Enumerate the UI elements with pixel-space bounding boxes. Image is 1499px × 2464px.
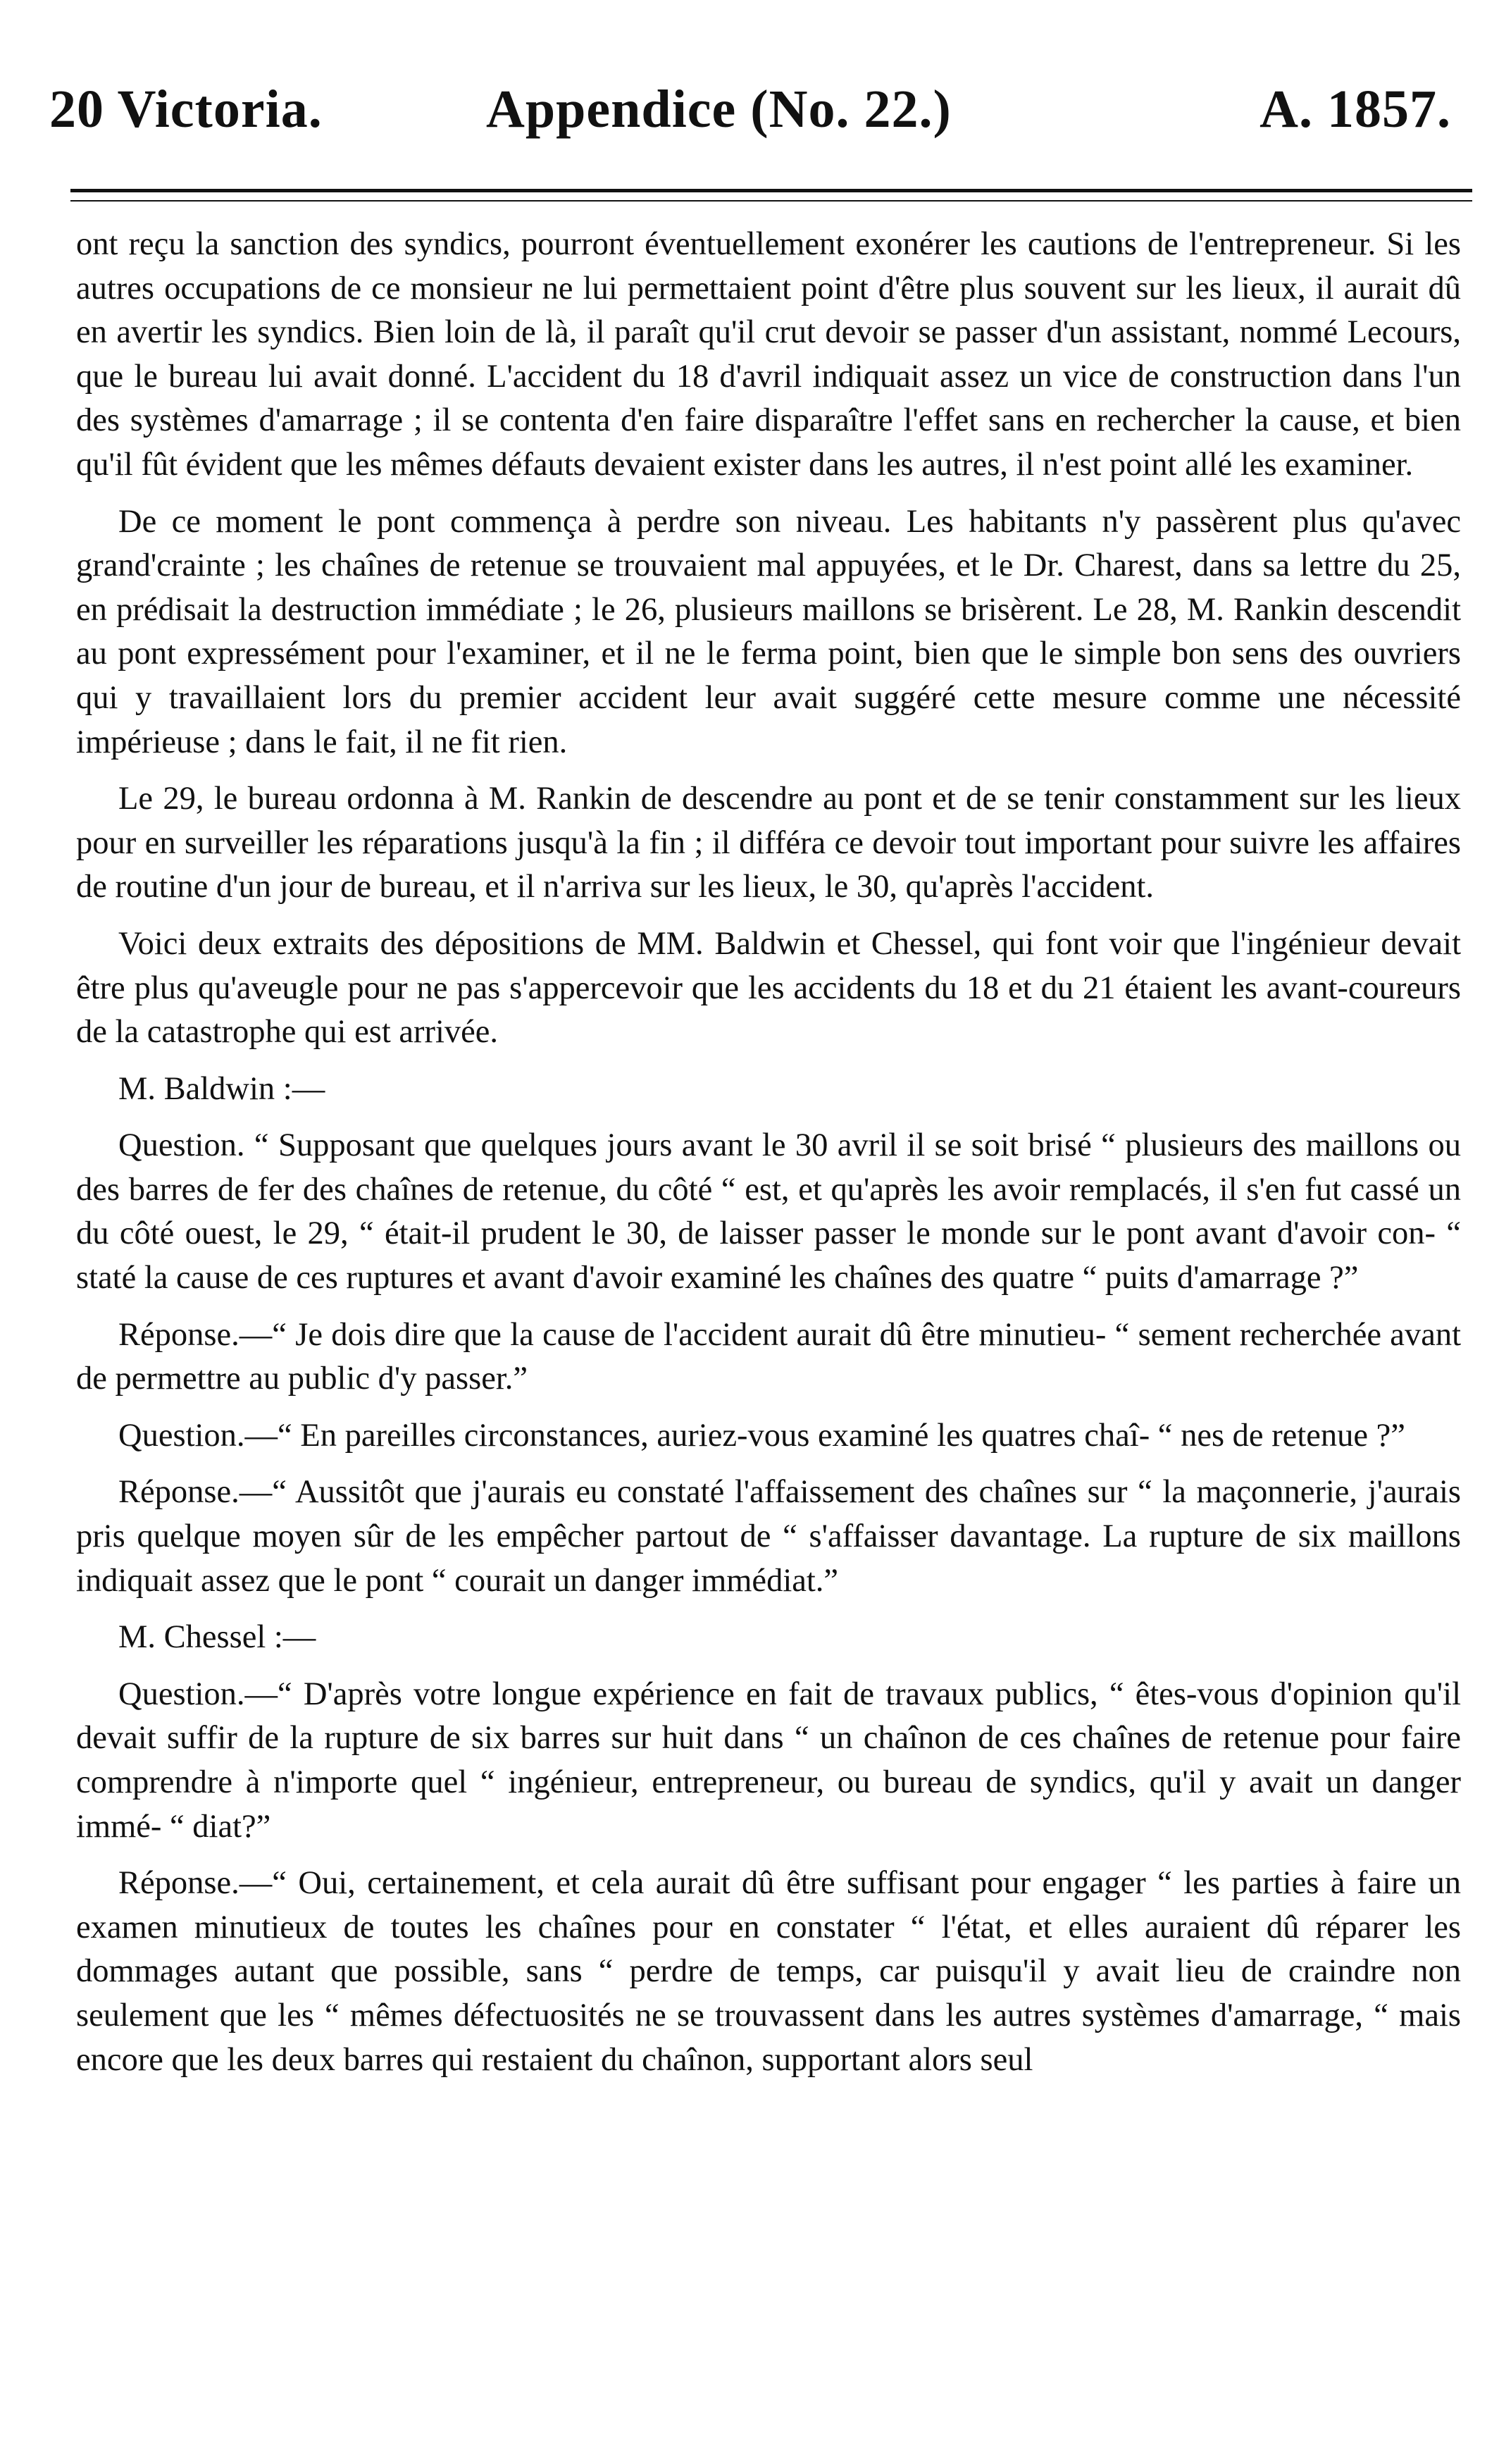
answer: Réponse.—“ Aussitôt que j'aurais eu constaté l'affaissement des chaînes sur “ la maçonnerie, j'aurais pris quelque moyen sûr de les empêcher partout de “ s'affaisser davantage. La rupture de six maillons indiquait assez que le pont “ courait un danger immédiat.” — [76, 1474, 1461, 1599]
question: Question.—“ D'après votre longue expérience en fait de travaux publics, “ êtes-vous d'opinion qu'il devait suffir de la rupture de six barres sur huit dans “ un chaînon de ces chaînes de retenue pour faire comprendre à n'importe quel “ ingénieur, entrepreneur, ou bureau de syndics, qu'il y avait un danger immé- “ diat?” — [76, 1676, 1461, 1845]
speaker-chessel: M. Chessel :— — [118, 1619, 316, 1656]
paragraph: Voici deux extraits des dépositions de MM. Baldwin et Chessel, qui font voir que l'ingénieur devait être plus qu'aveugle pour ne pas s'appercevoir que les accidents du 18 et du 21 étaient les avant-coureurs de la catastrophe qui est arrivée. — [76, 925, 1461, 1051]
question: Question.—“ En pareilles circonstances, auriez-vous examiné les quatres chaî- “ nes de retenue ?” — [118, 1417, 1405, 1454]
header-rule-thick — [70, 189, 1472, 192]
answer: Réponse.—“ Oui, certainement, et cela aurait dû être suffisant pour engager “ les parties à faire un examen minutieux de toutes les chaînes pour en constater “ l'état, et elles auraient dû réparer les dommages autant que possible, sans “ perdre de temps, car puisqu'il y avait lieu de craindre non seulement que les “ mêmes défectuosités ne se trouvassent dans les autres systèmes d'amarrage, “ mais encore que les deux barres qui restaient du chaînon, supportant alors seul — [76, 1865, 1461, 2078]
paragraph: Le 29, le bureau ordonna à M. Rankin de descendre au pont et de se tenir constamment sur les lieux pour en surveiller les réparations jusqu'à la fin ; il différa ce devoir tout important pour suivre les affaires de routine d'un jour de bureau, et il n'arriva sur les lieux, le 30, qu'après l'accident. — [76, 781, 1461, 905]
paragraph: ont reçu la sanction des syndics, pourront éventuellement exonérer les cautions de l'entrepreneur. Si les autres occupations de ce monsieur ne lui permettaient point d'être plus souvent sur les lieux, il aurait dû en avertir les syndics. Bien loin de là, il paraît qu'il crut devoir se passer d'un assistant, nommé Lecours, que le bureau lui avait donné. L'accident du 18 d'avril indiquait assez un vice de construction dans l'un des systèmes d'amarrage ; il se contenta d'en faire disparaître l'effet sans en rechercher la cause, et bien qu'il fût évident que les mêmes défauts devaient exister dans les autres, il n'est point allé les examiner. — [76, 226, 1461, 483]
running-header — [49, 74, 1451, 144]
header-appendix: Appendice (No. 22.) — [486, 80, 952, 139]
question: Question. “ Supposant que quelques jours avant le 30 avril il se soit brisé “ plusieurs des maillons ou des barres de fer des chaînes de retenue, du côté “ est, et qu'après les avoir remplacés, il s'en fut cassé un du côté ouest, le 29, “ était-il prudent le 30, de laisser passer le monde sur le pont avant d'avoir con- “ staté la cause de ces ruptures et avant d'avoir examiné les chaînes des quatre “ puits d'amarrage ?” — [76, 1127, 1461, 1296]
answer: Réponse.—“ Je dois dire que la cause de l'accident aurait dû être minutieu- “ sement recherchée avant de permettre au public d'y passer.” — [76, 1316, 1461, 1397]
paragraph: De ce moment le pont commença à perdre son niveau. Les habitants n'y passèrent plus qu'avec grand'crainte ; les chaînes de retenue se trouvaient mal appuyées, et le Dr. Charest, dans sa lettre du 25, en prédisait la destruction immédiate ; le 26, plusieurs maillons se brisèrent. Le 28, M. Rankin descendit au pont expressément pour l'examiner, et il ne le ferma point, bien que le simple bon sens des ouvriers qui y travaillaient lors du premier accident leur avait suggéré cette mesure comme une nécessité impérieuse ; dans le fait, il ne fit rien. — [76, 503, 1461, 760]
speaker-baldwin: M. Baldwin :— — [118, 1070, 325, 1107]
header-session: 20 Victoria. — [49, 80, 323, 139]
header-year: A. 1857. — [1259, 80, 1451, 139]
body-text — [76, 223, 1461, 2449]
header-rule-thin — [70, 200, 1472, 202]
